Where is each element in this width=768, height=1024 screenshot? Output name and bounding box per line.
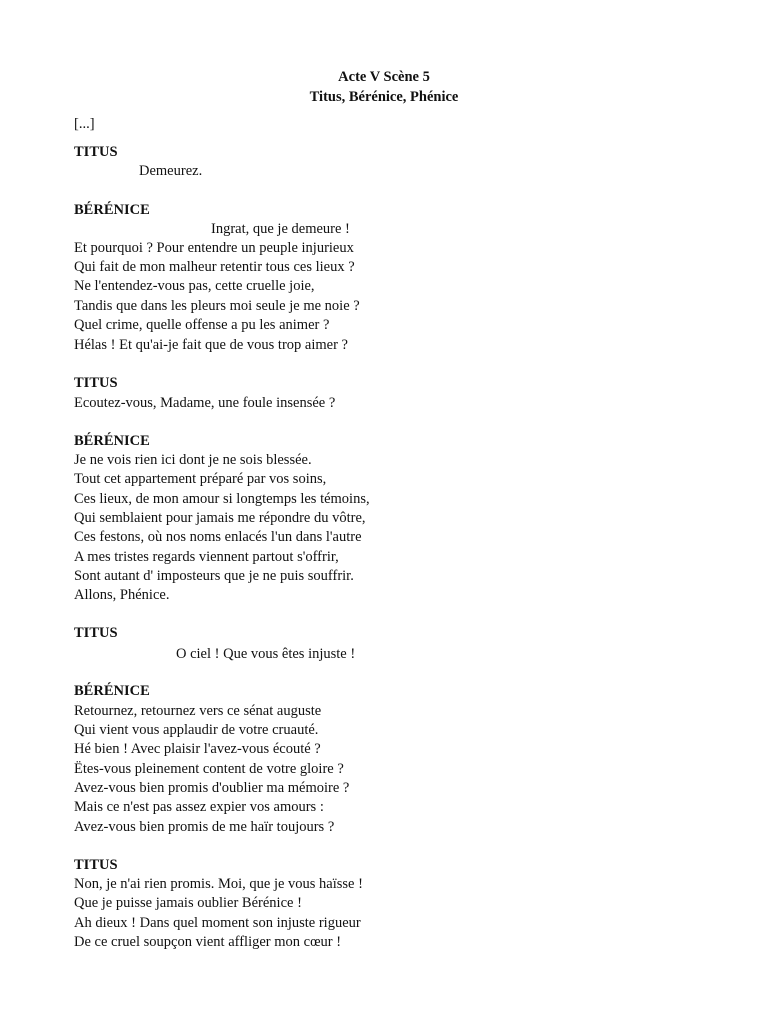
verse-line: De ce cruel soupçon vient affliger mon cœur ! (74, 934, 342, 950)
verse-line: Qui vient vous applaudir de votre cruauté. (74, 722, 319, 738)
verse-line: Ah dieux ! Dans quel moment son injuste rigueur (74, 915, 361, 931)
speaker-name: BÉRÉNICE (74, 433, 150, 449)
verse-line: Qui semblaient pour jamais me répondre du vôtre, (74, 510, 366, 526)
verse-line: Sont autant d' imposteurs que je ne puis souffrir. (74, 568, 354, 584)
characters-subtitle: Titus, Bérénice, Phénice (309, 89, 459, 105)
verse-line: Ingrat, que je demeure ! (211, 221, 350, 237)
verse-line: Qui fait de mon malheur retentir tous ces lieux ? (74, 259, 355, 275)
verse-line: Ecoutez-vous, Madame, une foule insensée ? (74, 395, 336, 411)
speaker-name: BÉRÉNICE (74, 683, 150, 699)
verse-line: Retournez, retournez vers ce sénat auguste (74, 703, 322, 719)
verse-line: Hélas ! Et qu'ai-je fait que de vous trop aimer ? (74, 337, 348, 353)
verse-line: Ne l'entendez-vous pas, cette cruelle joie, (74, 278, 315, 294)
verse-line: Non, je n'ai rien promis. Moi, que je vous haïsse ! (74, 876, 363, 892)
verse-line: Hé bien ! Avec plaisir l'avez-vous écouté ? (74, 741, 321, 757)
verse-line: O ciel ! Que vous êtes injuste ! (176, 646, 356, 662)
speaker-name: TITUS (74, 375, 118, 391)
verse-line: A mes tristes regards viennent partout s'offrir, (74, 549, 339, 565)
verse-line: Quel crime, quelle offense a pu les animer ? (74, 317, 330, 333)
ellipsis-marker: [...] (74, 116, 95, 132)
verse-line: Tandis que dans les pleurs moi seule je me noie ? (74, 298, 360, 314)
verse-line: Ces lieux, de mon amour si longtemps les témoins, (74, 491, 370, 507)
verse-line: Ces festons, où nos noms enlacés l'un dans l'autre (74, 529, 362, 545)
verse-line: Allons, Phénice. (74, 587, 170, 603)
verse-line: Et pourquoi ? Pour entendre un peuple injurieux (74, 240, 354, 256)
speaker-name: TITUS (74, 857, 118, 873)
verse-line: Demeurez. (139, 163, 203, 179)
speaker-name: BÉRÉNICE (74, 202, 150, 218)
verse-line: Tout cet appartement préparé par vos soins, (74, 471, 327, 487)
act-scene-title: Acte V Scène 5 (338, 69, 430, 85)
verse-line: Avez-vous bien promis d'oublier ma mémoire ? (74, 780, 350, 796)
speaker-name: TITUS (74, 144, 118, 160)
verse-line: Ëtes-vous pleinement content de votre gloire ? (74, 761, 344, 777)
verse-line: Mais ce n'est pas assez expier vos amours : (74, 799, 324, 815)
verse-line: Avez-vous bien promis de me haïr toujours ? (74, 819, 335, 835)
speaker-name: TITUS (74, 625, 118, 641)
verse-line: Que je puisse jamais oublier Bérénice ! (74, 895, 302, 911)
verse-line: Je ne vois rien ici dont je ne sois blessée. (74, 452, 312, 468)
